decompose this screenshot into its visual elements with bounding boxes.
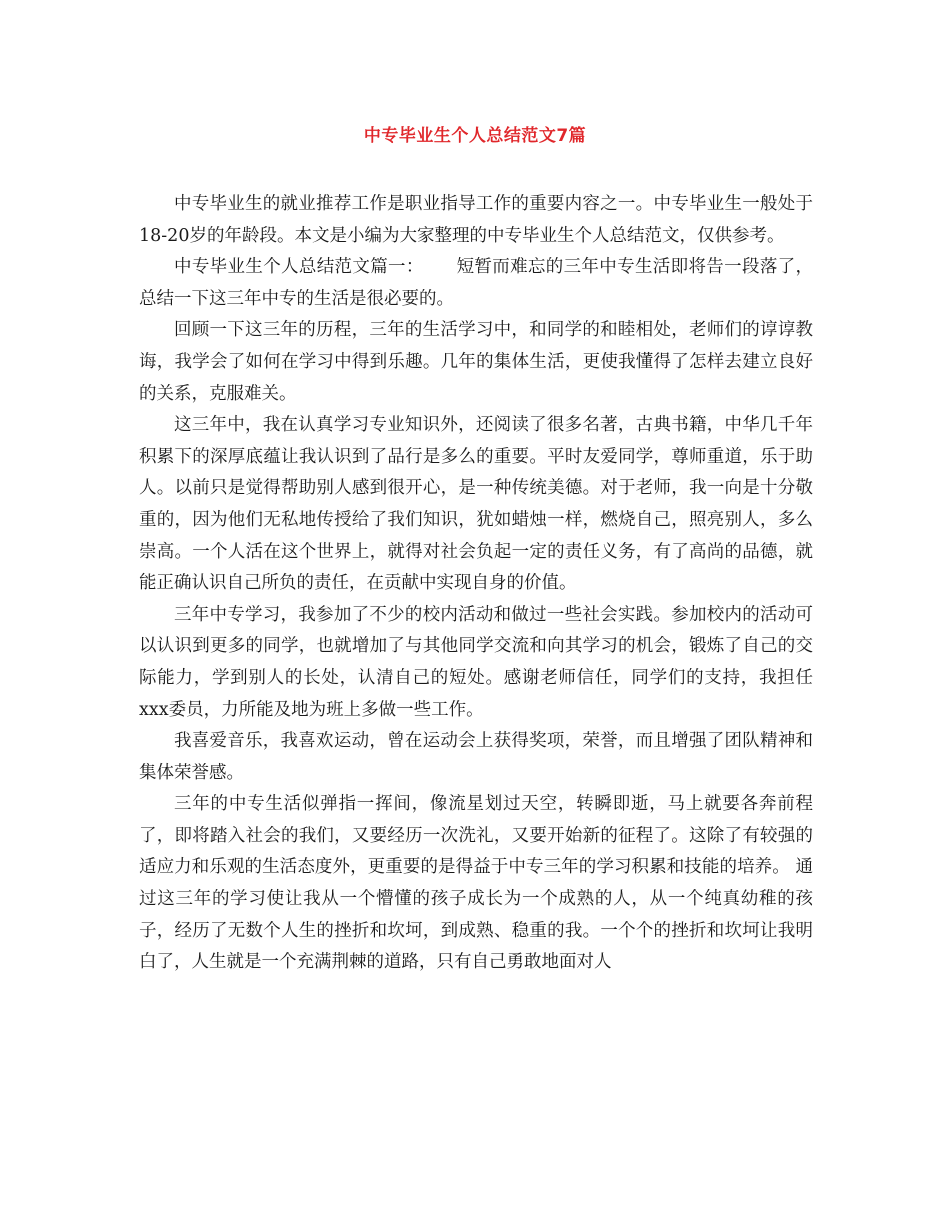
paragraph-review: 回顾一下这三年的历程，三年的生活学习中，和同学的和睦相处，老师们的谆谆教诲，我学会了如何在学习中得到乐趣。几年的集体生活，更使我懂得了怎样去建立良好的关系，克服难关。 — [139, 320, 813, 404]
paragraph-conclusion: 三年的中专生活似弹指一挥间，像流星划过天空，转瞬即逝，马上就要各奔前程了，即将踏入社会的我们，又要经历一次洗礼，又要开始新的征程了。这除了有较强的适应力和乐观的生活态度外，更重要的是得益于中专三年的学习积累和技能的培养。 通过这三年的学习使让我从一个懵懂的孩子成长为一个成熟的人，从一个纯真幼稚的孩子，经历了无数个人生的挫折和坎坷，到成熟、稳重的我。一个个的挫折和坎坷让我明白了，人生就是一个充满荆棘的道路，只有自己勇敢地面对人 — [139, 794, 813, 973]
paragraph-hobbies: 我喜爱音乐，我喜欢运动，曾在运动会上获得奖项，荣誉，而且增强了团队精神和集体荣誉感。 — [139, 731, 813, 783]
paragraph-intro: 中专毕业生的就业推荐工作是职业指导工作的重要内容之一。中专毕业生一般处于18-20岁的年龄段。本文是小编为大家整理的中专毕业生个人总结范文，仅供参考。 — [139, 194, 813, 246]
paragraph-study: 这三年中，我在认真学习专业知识外，还阅读了很多名著，古典书籍，中华几千年积累下的深厚底蕴让我认识到了品行是多么的重要。平时友爱同学，尊师重道，乐于助人。以前只是觉得帮助别人感到很开心，是一种传统美德。对于老师，我一向是十分敬重的，因为他们无私地传授给了我们知识，犹如蜡烛一样，燃烧自己，照亮别人，多么崇高。一个人活在这个世界上，就得对社会负起一定的责任义务，有了高尚的品德，就能正确认识自己所负的责任，在贡献中实现自身的价值。 — [139, 415, 813, 594]
paragraph-section-one: 中专毕业生个人总结范文篇一： 短暂而难忘的三年中专生活即将告一段落了，总结一下这三年中专的生活是很必要的。 — [139, 257, 813, 309]
paragraph-activities: 三年中专学习，我参加了不少的校内活动和做过一些社会实践。参加校内的活动可以认识到更多的同学，也就增加了与其他同学交流和向其学习的机会，锻炼了自己的交际能力，学到别人的长处，认清自己的短处。感谢老师信任，同学们的支持，我担任xxx委员，力所能及地为班上多做一些工作。 — [139, 604, 813, 720]
document-title: 中专毕业生个人总结范文7篇 — [363, 126, 587, 146]
document-body — [139, 189, 813, 979]
